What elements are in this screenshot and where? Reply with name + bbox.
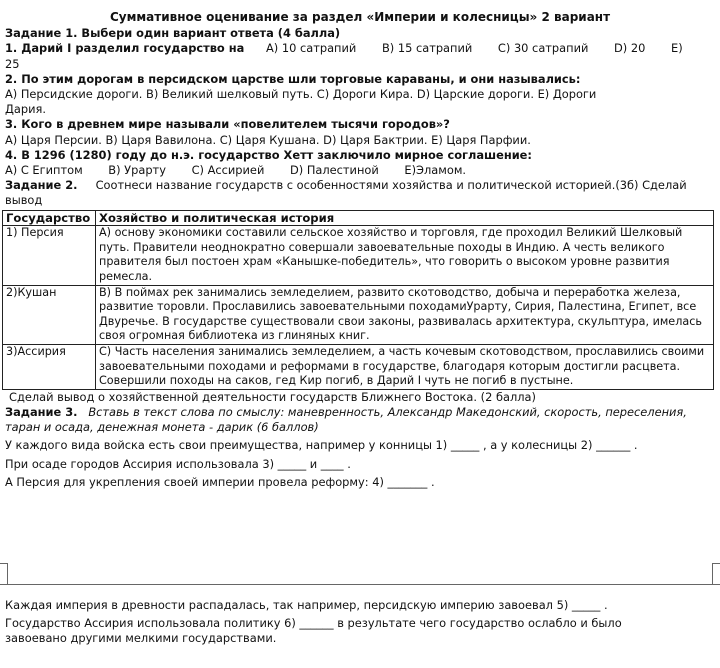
task3-sentence-2: При осаде городов Ассирия использовала 3) _____ и ____ . — [5, 456, 351, 471]
q4-options — [5, 163, 715, 178]
q1-option-e-value: 25 — [5, 56, 20, 71]
task3-word-bank: Вставь в текст слова по смыслу: маневренность, Александр Македонский, скорость, переселения, — [88, 404, 687, 419]
q2-options-line2: Дария. — [5, 102, 46, 117]
table-header-row — [3, 210, 714, 226]
history-table — [2, 210, 714, 390]
col-header-history: Хозяйство и политическая история — [96, 210, 714, 226]
table-row — [3, 285, 714, 344]
task1-q3: 3. Кого в древнем мире называли «повелителем тысячи городов»? — [5, 117, 450, 132]
q1-option-c: C) 30 сатрапий — [497, 41, 589, 56]
task3-label: Задание 3. — [5, 404, 78, 419]
q3-options: A) Царя Персии. B) Царя Вавилона. C) Царя Кушана. D) Царя Бактрии. E) Царя Парфии. — [5, 132, 531, 147]
q2-options-line1: A) Персидские дороги. B) Великий шелковый путь. C) Дороги Кира. D) Царские дороги. E) Дороги — [5, 87, 597, 102]
q4-option-d: D) Палестиной — [289, 163, 379, 178]
task1-q2: 2. По этим дорогам в персидском царстве шли торговые караваны, и они назывались: — [5, 71, 581, 86]
task2-heading — [5, 178, 715, 193]
q1-option-d: D) 20 — [614, 41, 646, 56]
q1-option-b: B) 15 сатрапий — [381, 41, 473, 56]
task1-q1 — [5, 41, 715, 56]
task3-sentence-6: Государство Ассирия использовала политику 6) ______ в результате чего государство ослабло и было — [5, 616, 622, 631]
history-cell: A) основу экономики составили сельское хозяйство и торговля, где проходил Великий Шелковый путь. Правители неоднократно совершали завоевательные походы в Индию. А честь великого правителя был постоен храм «Канышке-победитель», что говорить о высоком уровне развития ремесла. — [96, 226, 714, 285]
task3-sentence-1: У каждого вида войска есть свои преимущества, например у конницы 1) _____ , а у колесницы 2) ______ . — [5, 438, 638, 453]
q4-option-e: E)Эламом. — [404, 163, 467, 178]
state-cell: 2)Кушан — [3, 285, 96, 344]
worksheet-title: Суммативное оценивание за раздел «Империи и колесницы» 2 вариант — [109, 10, 611, 24]
state-cell: 1) Персия — [3, 226, 96, 285]
col-header-state: Государство — [3, 210, 96, 226]
task2-label: Задание 2. — [5, 178, 78, 193]
task3-heading — [5, 405, 715, 420]
task3-word-bank-line2: таран и осада, денежная монета - дарик (6 баллов) — [5, 420, 319, 435]
q4-option-a: A) С Египтом — [5, 163, 83, 178]
history-cell: C) Часть населения занимались земледелием, а часть кочевым скотоводством, прославились своими завоевательными походами и реформами в государстве, благодаря которым достигли расцвета. Совершили походы на саков, гед Кир погиб, в Дарий I чуть не погиб в пустыне. — [96, 344, 714, 389]
task3-sentence-6-tail: завоевано другими мелкими государствами. — [5, 631, 277, 646]
worksheet — [5, 10, 715, 490]
q1-option-e: E) — [671, 41, 683, 56]
table-row — [3, 226, 714, 285]
task3-sentence-3: А Персия для укрепления своей империи провела реформу: 4) _______ . — [5, 474, 435, 489]
q4-option-c: C) Ассирией — [191, 163, 265, 178]
state-cell: 3)Ассирия — [3, 344, 96, 389]
task1-q4: 4. В 1296 (1280) году до н.э. государство Хетт заключило мирное соглашение: — [5, 147, 532, 162]
page-break-line — [0, 584, 720, 585]
page-edge-left — [0, 563, 8, 585]
table-row — [3, 344, 714, 389]
history-cell: B) В поймах рек занимались земледелием, развито скотоводство, добыча и переработка железа, развитие торовли. Прославились завоевательными походамиУрарту, Сирия, Палестина, Египет, все Двуречье. В государстве существовали свои законы, развивалась архитектура, скульптура, имелась своя огромная библиотека из глиняных книг. — [96, 285, 714, 344]
task2-instruction-tail: вывод — [5, 193, 43, 208]
page-break-divider — [0, 563, 720, 585]
task2-instruction: Соотнеси название государств с особенностями хозяйства и политической историей.(3б) Сделай — [95, 178, 687, 193]
task3-sentence-5: Каждая империя в древности распадалась, так например, персидскую империю завоевал 5) _____ . — [5, 598, 608, 612]
q4-option-b: B) Урарту — [108, 163, 166, 178]
page-two-text — [5, 598, 715, 647]
task1-heading: Задание 1. Выбери один вариант ответа (4 балла) — [5, 26, 341, 41]
task2-conclusion: Сделай вывод о хозяйственной деятельности государств Ближнего Востока. (2 балла) — [9, 389, 536, 404]
page-edge-right — [712, 563, 720, 585]
q1-option-a: A) 10 сатрапий — [266, 41, 357, 56]
q1-text: 1. Дарий I разделил государство на — [5, 41, 245, 56]
